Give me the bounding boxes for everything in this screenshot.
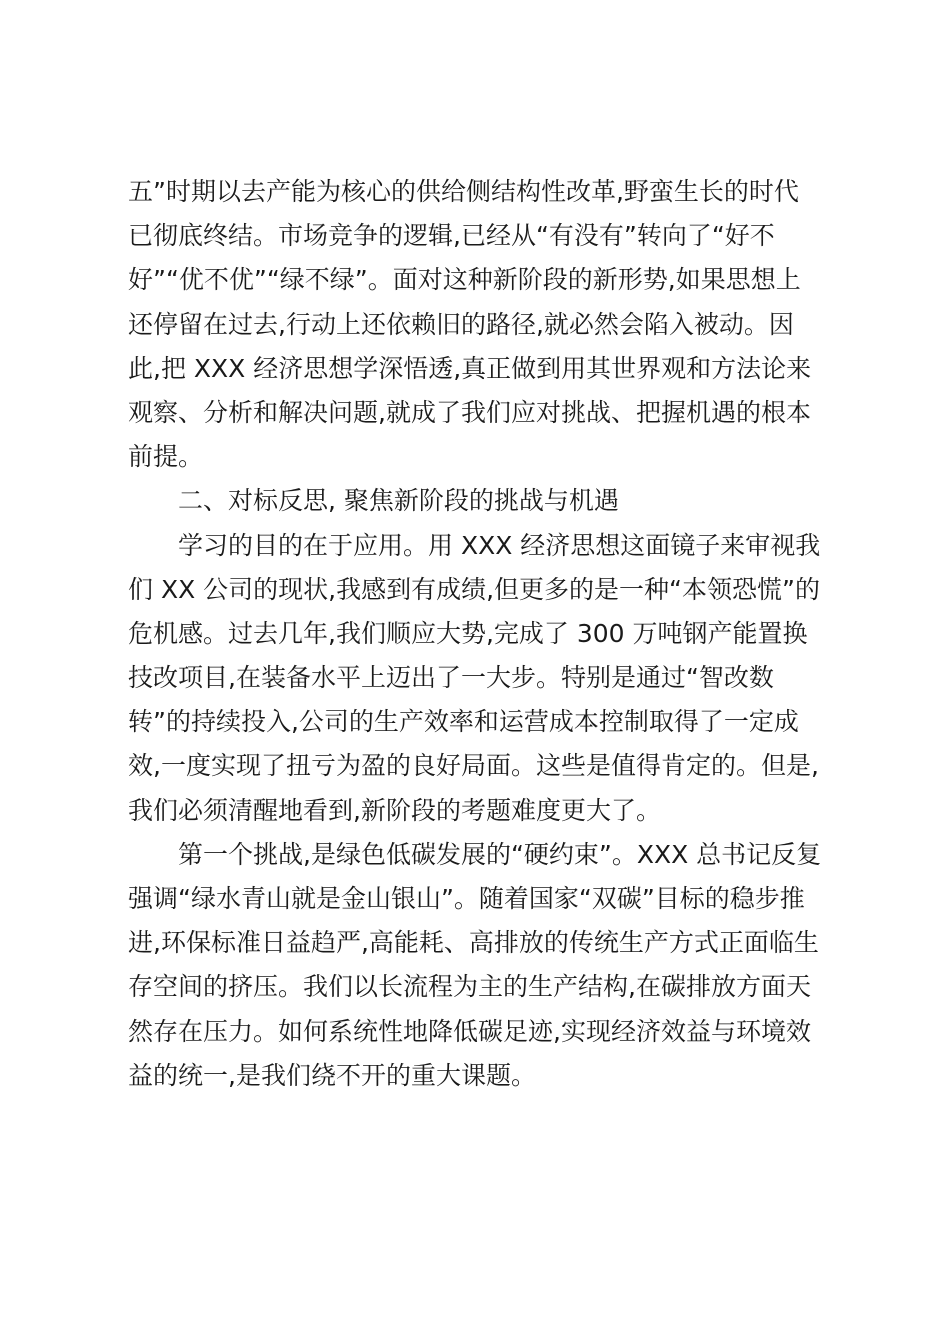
text-line: 益的统一,是我们绕不开的重大课题。 [128, 1060, 536, 1090]
text-line: 强调“绿水青山就是金山银山”。随着国家“双碳”目标的稳步推 [128, 884, 805, 913]
text-line: 技改项目,在装备水平上迈出了一大步。特别是通过“智改数 [128, 663, 774, 693]
text-line: 五”时期以去产能为核心的供给侧结构性改革,野蛮生长的时代 [128, 177, 799, 206]
text-line: 存空间的挤压。我们以长流程为主的生产结构,在碳排放方面天 [128, 972, 811, 1002]
paragraph-first-challenge [128, 833, 828, 1098]
text-line: 前提。 [128, 442, 204, 472]
text-line: 第一个挑战,是绿色低碳发展的“硬约束”。XXX 总书记反复 [178, 839, 822, 869]
text-line: 进,环保标准日益趋严,高能耗、高排放的传统生产方式正面临生 [128, 928, 819, 958]
text-line: 我们必须清醒地看到,新阶段的考题难度更大了。 [128, 795, 661, 825]
text-line: 观察、分析和解决问题,就成了我们应对挑战、把握机遇的根本 [128, 397, 811, 427]
document-body [128, 170, 828, 1098]
text-line: 已彻底终结。市场竞争的逻辑,已经从“有没有”转向了“好不 [128, 221, 775, 251]
section-heading-two [128, 479, 828, 523]
paragraph-company-status [128, 524, 828, 833]
text-line: 然存在压力。如何系统性地降低碳足迹,实现经济效益与环境效 [128, 1016, 811, 1046]
text-line: 学习的目的在于应用。用 XXX 经济思想这面镜子来审视我 [178, 530, 821, 560]
text-line: 们 XX 公司的现状,我感到有成绩,但更多的是一种“本领恐慌”的 [128, 574, 820, 604]
section-heading: 二、对标反思, 聚焦新阶段的挑战与机遇 [178, 486, 619, 516]
text-line: 转”的持续投入,公司的生产效率和运营成本控制取得了一定成 [128, 707, 799, 737]
text-line: 效,一度实现了扭亏为盈的良好局面。这些是值得肯定的。但是, [128, 751, 819, 781]
text-line: 危机感。过去几年,我们顺应大势,完成了 300 万吨钢产能置换 [128, 618, 808, 648]
text-line: 还停留在过去,行动上还依赖旧的路径,就必然会陷入被动。因 [128, 309, 794, 339]
text-line: 此,把 XXX 经济思想学深悟透,真正做到用其世界观和方法论来 [128, 353, 812, 383]
paragraph-market-logic [128, 170, 828, 479]
text-line: 好”“优不优”“绿不绿”。面对这种新阶段的新形势,如果思想上 [128, 265, 801, 295]
